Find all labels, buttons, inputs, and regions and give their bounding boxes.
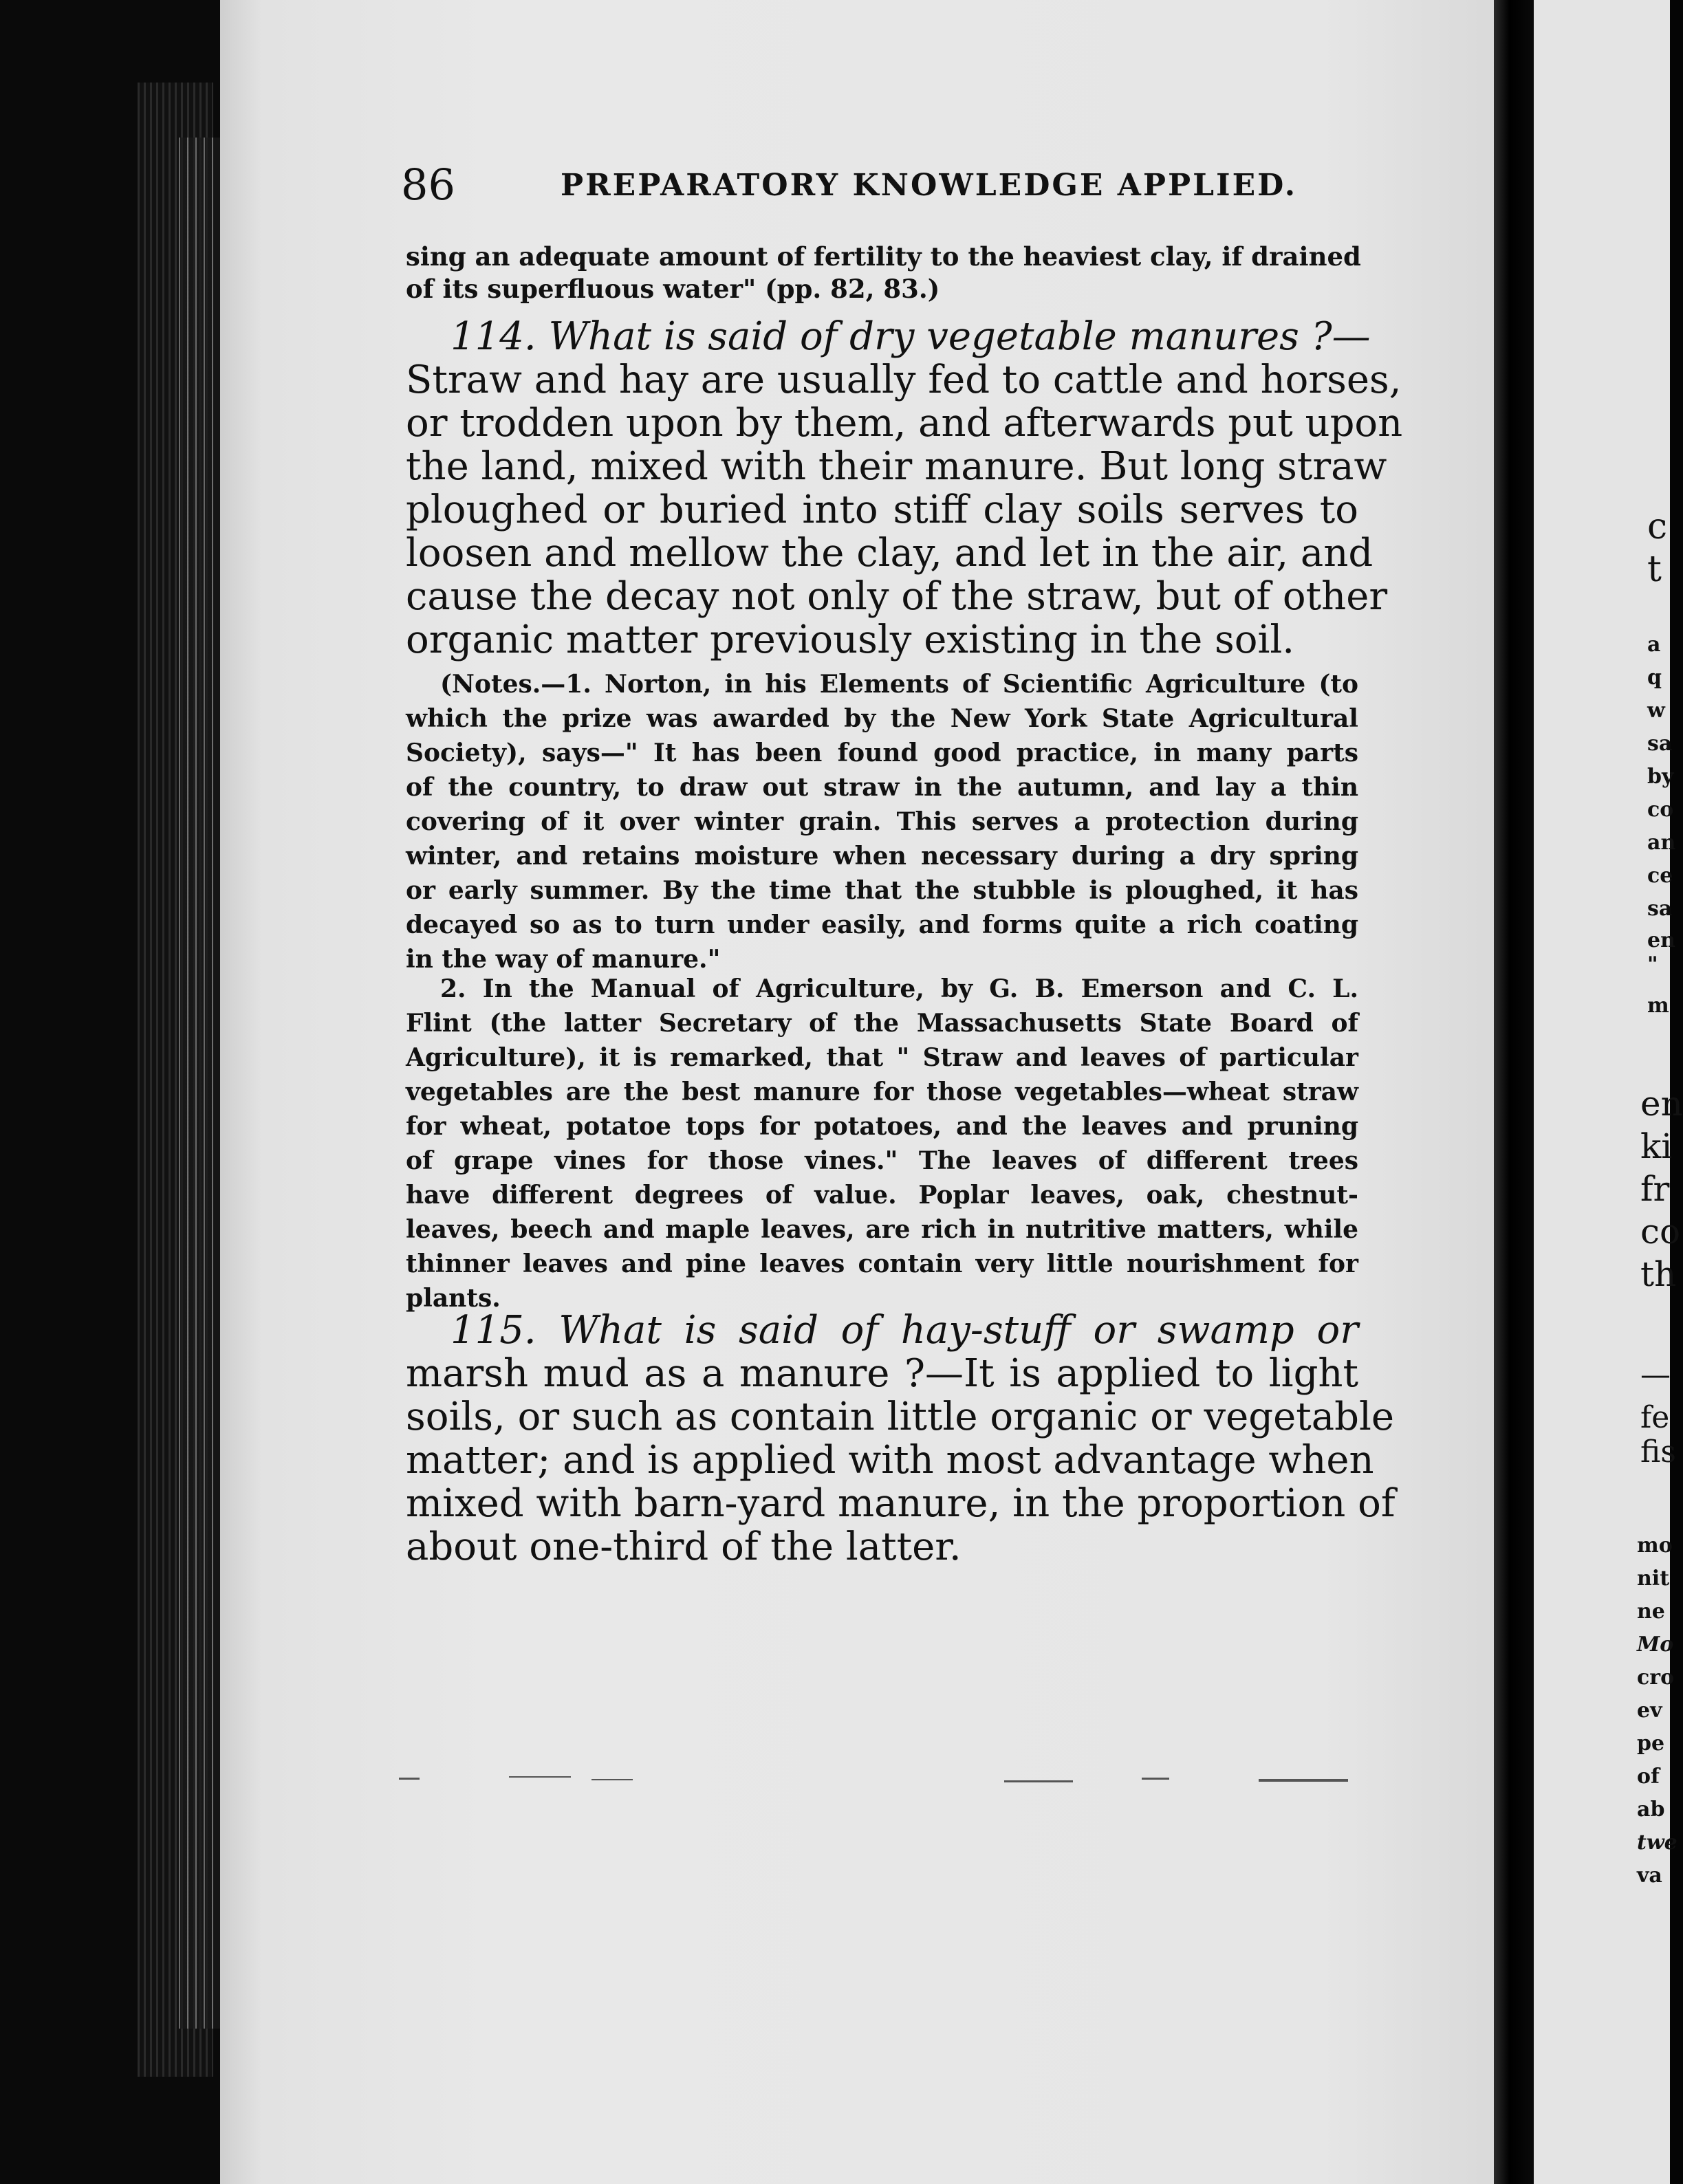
text-line: Straw and hay are usually fed to cattle and horses, xyxy=(406,358,1402,402)
note-line: Flint (the latter Secretary of the Massachusetts State Board of xyxy=(406,1009,1358,1038)
fragment: t xyxy=(1647,549,1662,590)
text-line: cause the decay not only of the straw, but of other xyxy=(406,574,1388,619)
fragment: Mo xyxy=(1637,1632,1674,1657)
note-line: vegetables are the best manure for those vegetables—wheat straw xyxy=(406,1078,1358,1106)
note-line: (Notes.—1. Norton, in his Elements of Scientific Agriculture (to xyxy=(440,670,1358,699)
question-114 xyxy=(406,314,1403,662)
page-block-highlights xyxy=(179,138,220,2029)
note-line: of the country, to draw out straw in the autumn, and lay a thin xyxy=(406,773,1358,802)
text-line: marsh mud as a manure ?—It is applied to light xyxy=(406,1351,1358,1396)
fragment: co xyxy=(1640,1212,1681,1252)
fragment: ab xyxy=(1637,1798,1665,1822)
note-1 xyxy=(406,667,1358,976)
fragment: nit xyxy=(1637,1566,1670,1591)
running-head: PREPARATORY KNOWLEDGE APPLIED. xyxy=(561,168,1298,203)
text-line: or trodden upon by them, and afterwards put upon xyxy=(406,401,1403,446)
text-line: ploughed or buried into stiff clay soils serves to xyxy=(406,488,1358,532)
fragment: mo xyxy=(1637,1533,1673,1558)
book-edge-left xyxy=(0,0,227,2184)
note-line: for wheat, potatoe tops for potatoes, and the leaves and pruning xyxy=(406,1112,1358,1141)
fragment: m xyxy=(1647,994,1669,1018)
fragment: sa xyxy=(1647,897,1673,921)
note-line: which the prize was awarded by the New York State Agricultural xyxy=(406,704,1358,733)
fragment: twe xyxy=(1637,1831,1677,1855)
fragment: c xyxy=(1647,506,1668,547)
text-line: mixed with barn-yard manure, in the proportion of xyxy=(406,1481,1396,1526)
fragment: a xyxy=(1647,633,1661,657)
fragment: ne xyxy=(1637,1599,1665,1624)
book-gutter xyxy=(1494,0,1534,2184)
fragment: fis xyxy=(1640,1434,1676,1470)
question-heading: 115. What is said of hay-stuff or swamp or xyxy=(450,1308,1358,1353)
note-line: covering of it over winter grain. This serves a protection during xyxy=(406,807,1358,836)
fragment: an xyxy=(1647,831,1676,855)
fragment: sa xyxy=(1647,732,1673,756)
fragment: ce xyxy=(1647,864,1673,888)
note-line: of grape vines for those vines." The leaves of different trees xyxy=(406,1146,1358,1175)
note-line: Society), says—" It has been found good practice, in many parts xyxy=(406,739,1358,767)
continuation-paragraph xyxy=(406,241,1361,305)
note-line: decayed so as to turn under easily, and forms quite a rich coating xyxy=(406,910,1358,939)
note-line: plants. xyxy=(406,1284,501,1313)
text-line: organic matter previously existing in the soil. xyxy=(406,618,1295,662)
page-header xyxy=(401,160,1354,208)
text-line: sing an adequate amount of fertility to the heaviest clay, if drained xyxy=(406,241,1361,272)
note-line: 2. In the Manual of Agriculture, by G. B. Emerson and C. L. xyxy=(440,974,1358,1003)
fragment: pe xyxy=(1637,1732,1665,1756)
text-line: soils, or such as contain little organic or vegetable xyxy=(406,1395,1395,1439)
fragment: w xyxy=(1647,699,1665,723)
fragment: fr xyxy=(1640,1169,1670,1209)
text-line: the land, mixed with their manure. But long straw xyxy=(406,444,1387,489)
note-line: Agriculture), it is remarked, that " Straw and leaves of particular xyxy=(406,1043,1358,1072)
question-heading: 114. What is said of dry vegetable manures ?— xyxy=(450,314,1371,359)
fragment: by xyxy=(1647,765,1674,789)
fragment: va xyxy=(1637,1864,1662,1888)
note-2 xyxy=(406,972,1358,1315)
fragment: " xyxy=(1647,952,1658,976)
note-line: thinner leaves and pine leaves contain very little nourishment for xyxy=(406,1249,1358,1278)
note-line: leaves, beech and maple leaves, are rich in nutritive matters, while xyxy=(406,1215,1358,1244)
fragment: of xyxy=(1637,1765,1660,1789)
fragment: en xyxy=(1640,1084,1683,1124)
text-line: matter; and is applied with most advantage when xyxy=(406,1438,1374,1483)
fragment: co xyxy=(1647,798,1674,822)
note-line: or early summer. By the time that the stubble is ploughed, it has xyxy=(406,876,1358,905)
note-line: in the way of manure." xyxy=(406,945,721,974)
fragment: ki xyxy=(1640,1126,1673,1166)
fragment: cro xyxy=(1637,1666,1675,1690)
page-number: 86 xyxy=(401,160,455,210)
text-line: about one-third of the latter. xyxy=(406,1525,962,1569)
note-line: have different degrees of value. Poplar leaves, oak, chestnut- xyxy=(406,1181,1358,1210)
fragment: en xyxy=(1647,928,1675,952)
scan-artifacts xyxy=(385,1771,1362,1784)
text-line: of its superfluous water" (pp. 82, 83.) xyxy=(406,274,940,304)
fragment: ev xyxy=(1637,1699,1662,1723)
fragment: th xyxy=(1640,1254,1677,1294)
fragment: fe xyxy=(1640,1400,1670,1435)
question-115 xyxy=(406,1308,1396,1569)
note-line: winter, and retains moisture when necessary during a dry spring xyxy=(406,842,1358,871)
fragment: q xyxy=(1647,666,1662,690)
fragment: — xyxy=(1640,1357,1671,1393)
text-line: loosen and mellow the clay, and let in the air, and xyxy=(406,531,1373,576)
